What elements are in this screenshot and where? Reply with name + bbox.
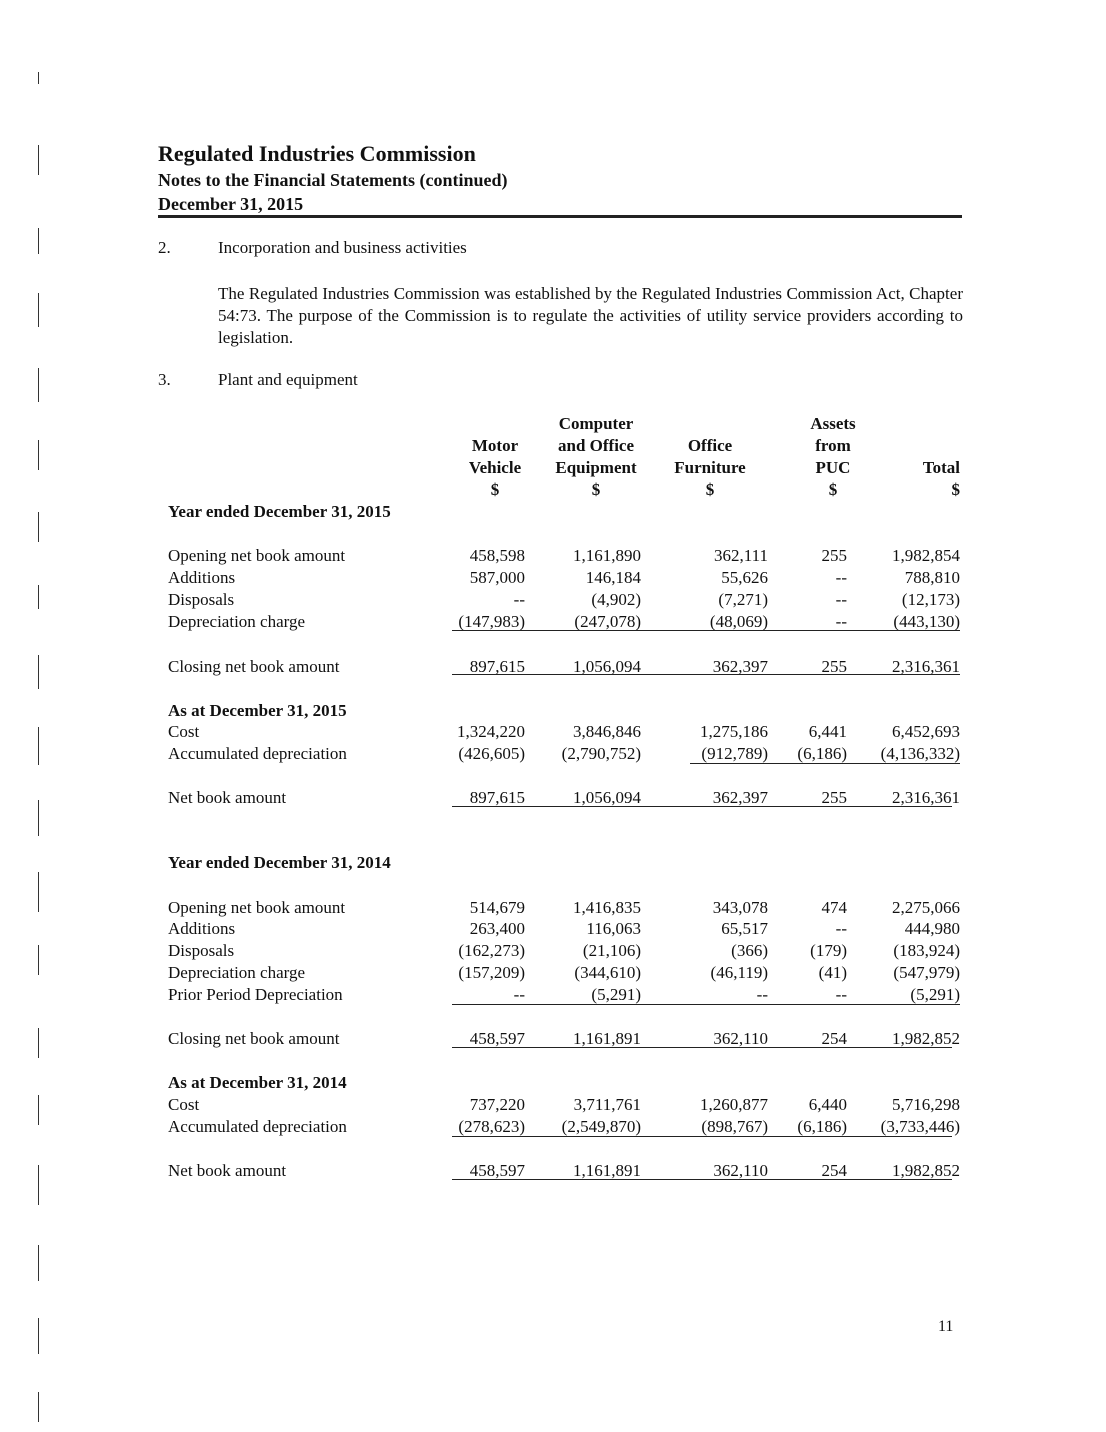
- table-row: Net book amount 897,615 1,056,094 362,397 255 2,316,361: [168, 788, 960, 807]
- year-2015-heading: Year ended December 31, 2015: [168, 502, 391, 521]
- table-row: Depreciation charge (157,209) (344,610) (46,119) (41) (547,979): [168, 963, 960, 982]
- scan-margin-mark: [38, 1318, 39, 1354]
- scan-margin-mark: [38, 800, 39, 836]
- table-row: Cost 737,220 3,711,761 1,260,877 6,440 5,716,298: [168, 1095, 960, 1114]
- table-row: Closing net book amount 458,597 1,161,891 362,110 254 1,982,852: [168, 1029, 960, 1048]
- table-row: Net book amount 458,597 1,161,891 362,110 254 1,982,852: [168, 1161, 960, 1180]
- scan-margin-mark: [38, 1392, 39, 1422]
- year-2014-heading: Year ended December 31, 2014: [168, 853, 391, 872]
- scan-margin-mark: [38, 872, 39, 912]
- scan-margin-mark: [38, 228, 39, 254]
- scan-margin-mark: [38, 293, 39, 327]
- table-row: Additions 587,000 146,184 55,626 -- 788,810: [168, 568, 960, 587]
- col-header-total: Total $: [922, 458, 960, 499]
- table-row: Prior Period Depreciation -- (5,291) -- -- (5,291): [168, 985, 960, 1004]
- subtotal-rule: [452, 630, 960, 631]
- table-row: Cost 1,324,220 3,846,846 1,275,186 6,441 6,452,693: [168, 722, 960, 741]
- scan-margin-mark: [38, 1095, 39, 1125]
- scan-margin-mark: [38, 72, 39, 84]
- col-header-assets-puc: Assets from PUC $: [810, 414, 856, 499]
- total-rule: [452, 1047, 952, 1048]
- scan-margin-mark: [38, 440, 39, 470]
- section-2-title: Incorporation and business activities: [218, 238, 467, 257]
- table-row: Disposals -- (4,902) (7,271) -- (12,173): [168, 590, 960, 609]
- col-header-motor-vehicle: Motor Vehicle $: [468, 436, 522, 499]
- header-divider: [158, 215, 962, 218]
- subtotal-rule: [452, 1004, 960, 1005]
- scan-margin-mark: [38, 145, 39, 175]
- page-number: 11: [938, 1318, 954, 1335]
- document-date: December 31, 2015: [158, 194, 304, 214]
- scan-margin-mark: [38, 655, 39, 689]
- scan-margin-mark: [38, 1165, 39, 1205]
- total-rule: [452, 1179, 952, 1180]
- section-2-number: 2.: [158, 238, 171, 257]
- section-2-paragraph: The Regulated Industries Commission was established by the Regulated Industries Commission Act, Chapter 54:73. The purpose of the Commission is to regulate the activities of utility service providers according to legislation.: [218, 284, 963, 347]
- col-header-computer-equipment: Computer and Office Equipment $: [555, 414, 637, 499]
- subtotal-rule: [452, 1136, 952, 1137]
- as-at-2015-heading: As at December 31, 2015: [168, 701, 347, 720]
- document-subtitle: Notes to the Financial Statements (continued): [158, 170, 508, 190]
- total-rule: [452, 674, 960, 675]
- table-row: Accumulated depreciation (278,623) (2,549,870) (898,767) (6,186) (3,733,446): [168, 1117, 960, 1136]
- scan-margin-mark: [38, 945, 39, 975]
- scan-margin-mark: [38, 368, 39, 402]
- scan-margin-mark: [38, 585, 39, 609]
- scan-margin-mark: [38, 727, 39, 765]
- table-row: Disposals (162,273) (21,106) (366) (179) (183,924): [168, 941, 960, 960]
- section-3-title: Plant and equipment: [218, 370, 358, 389]
- as-at-2014-heading: As at December 31, 2014: [168, 1073, 347, 1092]
- table-row: Closing net book amount 897,615 1,056,094 362,397 255 2,316,361: [168, 657, 960, 676]
- scan-margin-mark: [38, 1028, 39, 1058]
- subtotal-rule: [690, 763, 960, 764]
- page-header: [158, 140, 507, 216]
- table-row: Additions 263,400 116,063 65,517 -- 444,980: [168, 919, 960, 938]
- table-row: Depreciation charge (147,983) (247,078) (48,069) -- (443,130): [168, 612, 960, 631]
- scan-margin-mark: [38, 512, 39, 542]
- table-row: Accumulated depreciation (426,605) (2,790,752) (912,789) (6,186) (4,136,332): [168, 744, 960, 763]
- col-header-office-furniture: Office Furniture $: [674, 436, 746, 499]
- table-row: Opening net book amount 514,679 1,416,835 343,078 474 2,275,066: [168, 898, 960, 917]
- table-row: Opening net book amount 458,598 1,161,890 362,111 255 1,982,854: [168, 546, 960, 565]
- organization-name: Regulated Industries Commission: [158, 141, 476, 166]
- scan-margin-mark: [38, 1245, 39, 1281]
- total-rule: [452, 806, 952, 807]
- section-3-number: 3.: [158, 370, 171, 389]
